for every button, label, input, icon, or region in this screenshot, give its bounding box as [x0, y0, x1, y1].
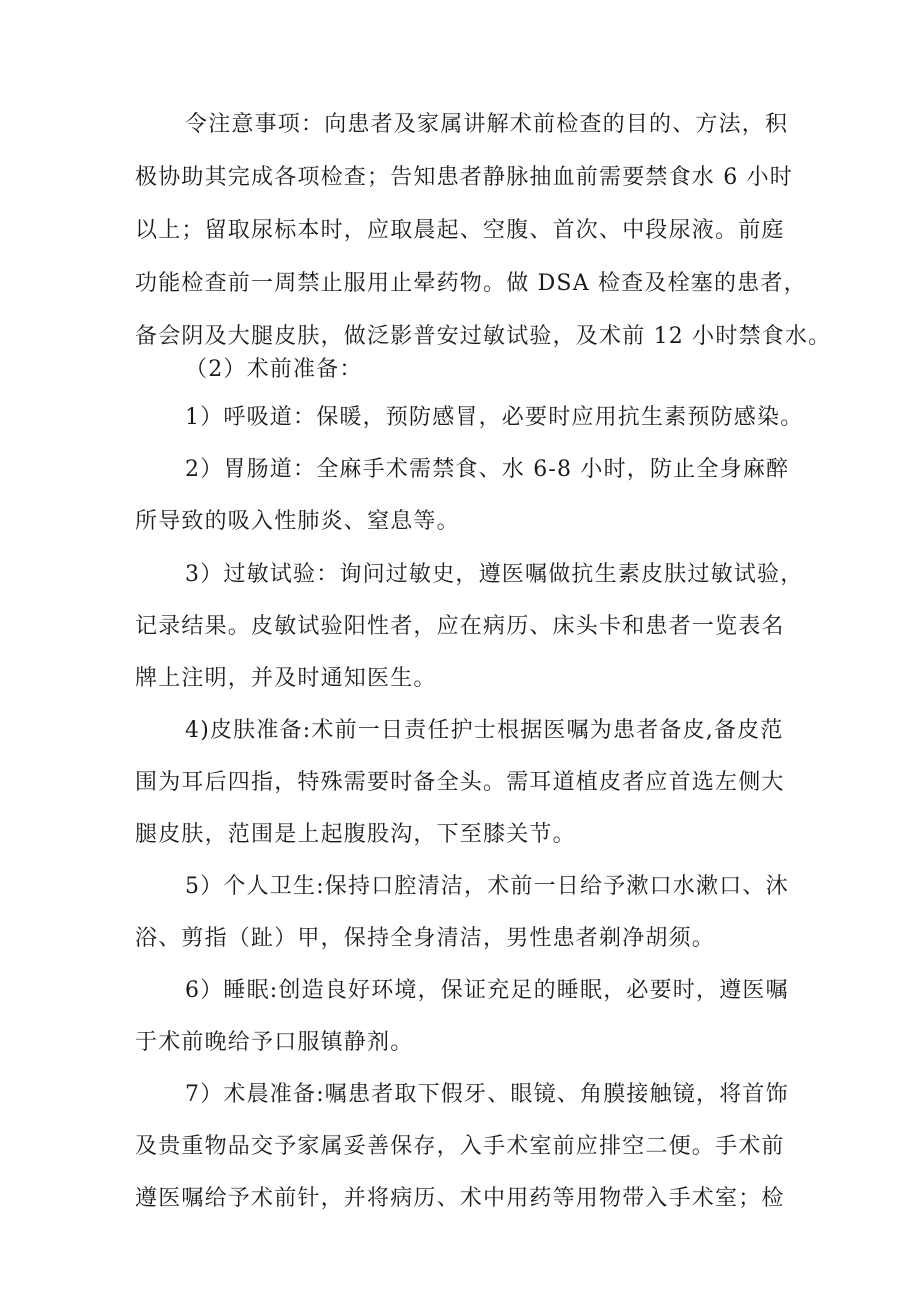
- text-line: 功能检查前一周禁止服用止晕药物。做 DSA 检查及栓塞的患者，: [135, 271, 807, 296]
- text-line: 腿皮肤，范围是上起腹股沟，下至膝关节。: [135, 822, 576, 847]
- text-line: 遵医嘱给予术前针，并将病历、术中用药等用物带入手术室；检: [135, 1186, 785, 1211]
- text-line: 记录结果。皮敏试验阳性者，应在病历、床头卡和患者一览表名: [135, 614, 785, 639]
- text-line: 牌上注明，并及时通知医生。: [135, 666, 437, 691]
- text-line: 5）个人卫生:保持口腔清洁，术前一日给予漱口水漱口、沐: [185, 874, 789, 899]
- text-line: 1）呼吸道：保暖，预防感冒，必要时应用抗生素预防感染。: [185, 405, 804, 430]
- text-line: 极协助其完成各项检查；告知患者静脉抽血前需要禁食水 6 小时: [135, 165, 793, 190]
- text-line: 以上；留取尿标本时，应取晨起、空腹、首次、中段尿液。前庭: [135, 218, 785, 243]
- text-line: 浴、剪指（趾）甲，保持全身清洁，男性患者剃净胡须。: [135, 926, 716, 951]
- text-line: 4)皮肤准备:术前一日责任护士根据医嘱为患者备皮,备皮范: [185, 718, 784, 743]
- section-heading: （2）术前准备：: [185, 357, 363, 382]
- text-line: 令注意事项：向患者及家属讲解术前检查的目的、方法，积: [185, 112, 789, 137]
- text-line: 所导致的吸入性肺炎、窒息等。: [135, 509, 460, 534]
- text-line: 3）过敏试验：询问过敏史，遵医嘱做抗生素皮肤过敏试验，: [185, 562, 804, 587]
- text-line: 备会阴及大腿皮肤，做泛影普安过敏试验，及术前 12 小时禁食水。: [135, 324, 832, 349]
- text-line: 围为耳后四指，特殊需要时备全头。需耳道植皮者应首选左侧大: [135, 770, 785, 795]
- text-line: 于术前晚给予口服镇静剂。: [135, 1030, 414, 1055]
- text-line: 6）睡眠:创造良好环境，保证充足的睡眠，必要时，遵医嘱: [185, 978, 789, 1003]
- text-line: 2）胃肠道：全麻手术需禁食、水 6-8 小时，防止全身麻醉: [185, 457, 790, 482]
- text-line: 7）术晨准备:嘱患者取下假牙、眼镜、角膜接触镜，将首饰: [185, 1082, 789, 1107]
- text-line: 及贵重物品交予家属妥善保存，入手术室前应排空二便。手术前: [135, 1134, 785, 1159]
